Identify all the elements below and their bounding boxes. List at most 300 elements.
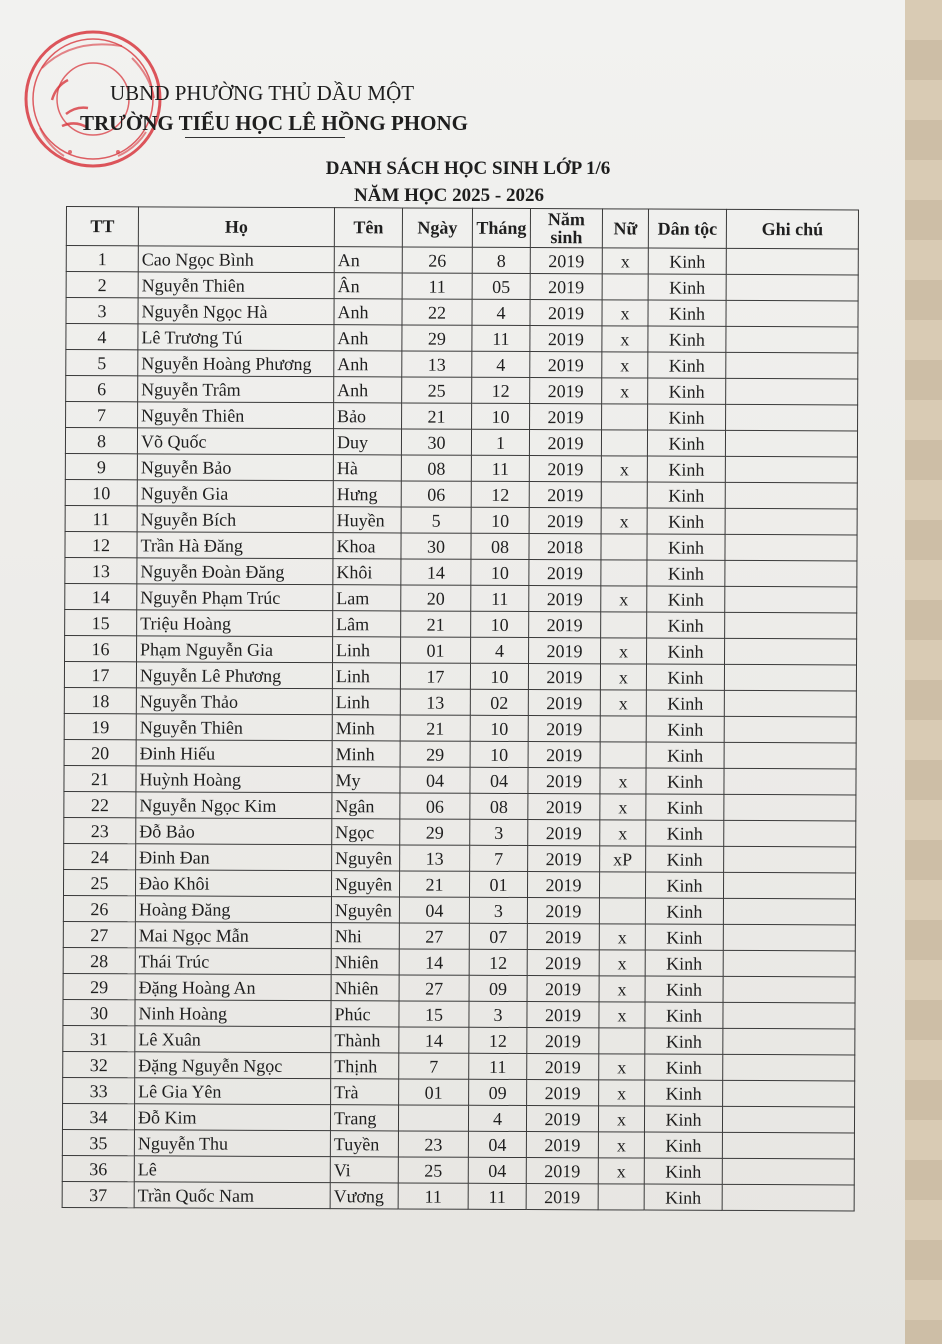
cell-tt: 18 [64,687,136,713]
cell-nam-sinh: 2019 [529,612,601,638]
cell-thang: 04 [468,1131,526,1157]
cell-ngay: 26 [402,247,472,273]
table-row [65,479,857,508]
cell-dan-toc: Kinh [646,690,724,716]
cell-ngay: 11 [402,273,472,299]
cell-ghi-chu [723,950,855,977]
cell-nu [601,612,647,638]
table-row [63,1051,855,1080]
cell-thang: 3 [469,897,527,923]
cell-ngay: 06 [400,793,470,819]
cell-ghi-chu [726,378,858,405]
cell-ho: Nguyễn Thiên [138,272,334,299]
cell-ho: Đinh Hiếu [136,740,332,767]
cell-thang: 1 [471,429,529,455]
cell-tt: 11 [65,505,137,531]
cell-dan-toc: Kinh [647,638,725,664]
cell-ngay: 08 [401,455,471,481]
cell-dan-toc: Kinh [645,950,723,976]
cell-ghi-chu [723,976,855,1003]
document-title: DANH SÁCH HỌC SINH LỚP 1/6 [325,158,611,179]
cell-nu: x [599,1002,645,1028]
cell-dan-toc: Kinh [648,326,726,352]
table-row [64,661,856,690]
cell-ho: Phạm Nguyễn Gia [137,636,333,663]
column-header-ghi-chu: Ghi chú [726,209,858,249]
cell-thang: 11 [472,325,530,351]
cell-ngay: 15 [399,1001,469,1027]
cell-ten: Anh [334,377,402,403]
cell-nu: x [600,664,646,690]
cell-nu: x [601,638,647,664]
cell-thang: 4 [468,1105,526,1131]
cell-thang: 11 [468,1183,526,1209]
table-row [63,895,855,924]
cell-thang: 11 [469,1053,527,1079]
cell-ten: Thịnh [331,1053,399,1079]
cell-ghi-chu [722,1132,854,1159]
cell-ghi-chu [725,534,857,561]
cell-ho: Thái Trúc [135,948,331,975]
table-row [66,402,858,431]
cell-nu: xP [600,846,646,872]
cell-ngay: 30 [401,429,471,455]
cell-ho: Nguyễn Ngọc Kim [136,792,332,819]
cell-ten: An [334,247,402,273]
column-header-thang: Tháng [472,208,530,247]
cell-ten: Nguyên [332,845,400,871]
cell-ngay: 14 [401,559,471,585]
cell-tt: 7 [66,402,138,428]
cell-ngay: 11 [398,1183,468,1209]
cell-nam-sinh: 2019 [528,664,600,690]
cell-ghi-chu [723,1028,855,1055]
cell-thang: 4 [471,637,529,663]
cell-tt: 33 [63,1077,135,1103]
cell-ngay: 7 [399,1053,469,1079]
cell-nam-sinh: 2019 [526,1184,598,1210]
cell-ten: Duy [333,429,401,455]
cell-tt: 12 [65,531,137,557]
column-header-nam-sinh: Năm sinh [530,209,602,248]
cell-ten: Phúc [331,1001,399,1027]
cell-nam-sinh: 2019 [527,1054,599,1080]
cell-ngay: 25 [402,377,472,403]
cell-nam-sinh: 2019 [528,768,600,794]
cell-ngay: 21 [399,871,469,897]
column-header-tt: TT [66,207,138,246]
cell-ngay: 29 [400,819,470,845]
cell-tt: 4 [66,324,138,350]
cell-ten: Hà [333,455,401,481]
cell-ho: Nguyễn Hoàng Phương [138,350,334,377]
cell-nam-sinh: 2019 [529,456,601,482]
cell-nu: x [602,326,648,352]
cell-nam-sinh: 2019 [527,976,599,1002]
cell-ten: Vương [330,1183,398,1209]
cell-dan-toc: Kinh [646,664,724,690]
cell-nu [601,430,647,456]
cell-tt: 8 [65,428,137,454]
cell-tt: 21 [64,765,136,791]
cell-ho: Nguyễn Đoàn Đăng [137,558,333,585]
cell-ngay: 14 [399,1027,469,1053]
cell-thang: 11 [471,585,529,611]
table-row [63,921,855,950]
cell-ghi-chu [725,430,857,457]
cell-ngay: 13 [400,689,470,715]
cell-ten: Hưng [333,481,401,507]
cell-nu [599,1028,645,1054]
table-row [64,817,856,846]
student-roster-table [62,206,859,1211]
cell-thang: 11 [471,455,529,481]
cell-tt: 14 [65,583,137,609]
cell-thang: 08 [471,533,529,559]
school-name-underline [185,137,345,138]
cell-nam-sinh: 2019 [528,794,600,820]
cell-ten: Nhiên [331,975,399,1001]
cell-tt: 22 [64,791,136,817]
cell-nam-sinh: 2019 [530,404,602,430]
cell-ngay: 29 [400,741,470,767]
cell-ngay: 01 [401,637,471,663]
cell-ngay: 30 [401,533,471,559]
cell-ten: Trang [330,1105,398,1131]
cell-tt: 31 [63,1025,135,1051]
cell-thang: 02 [470,689,528,715]
cell-nu [598,1184,644,1210]
cell-nu: x [602,378,648,404]
cell-dan-toc: Kinh [645,976,723,1002]
cell-ho: Nguyễn Phạm Trúc [137,584,333,611]
cell-ten: Lam [333,585,401,611]
authority-name: UBND PHƯỜNG THỦ DẦU MỘT [110,81,415,105]
cell-ngay: 27 [399,923,469,949]
cell-tt: 13 [65,557,137,583]
cell-ghi-chu [724,690,856,717]
cell-ho: Đỗ Bảo [136,818,332,845]
cell-ghi-chu [726,300,858,327]
cell-ten: Ân [334,273,402,299]
cell-ngay: 27 [399,975,469,1001]
cell-nam-sinh: 2019 [530,300,602,326]
cell-ho: Triệu Hoàng [137,610,333,637]
cell-ghi-chu [726,274,858,301]
table-row [63,947,855,976]
cell-nu [602,274,648,300]
cell-thang: 10 [471,507,529,533]
cell-dan-toc: Kinh [645,898,723,924]
cell-dan-toc: Kinh [645,1054,723,1080]
cell-tt: 24 [64,843,136,869]
cell-thang: 09 [469,975,527,1001]
cell-ho: Võ Quốc [137,428,333,455]
cell-ten: Anh [334,351,402,377]
cell-ghi-chu [723,924,855,951]
cell-thang: 12 [469,1027,527,1053]
cell-thang: 12 [471,481,529,507]
cell-nam-sinh: 2019 [530,326,602,352]
cell-nam-sinh: 2019 [527,950,599,976]
cell-dan-toc: Kinh [644,1158,722,1184]
cell-nam-sinh: 2019 [530,248,602,274]
cell-ten: Nhiên [331,949,399,975]
cell-thang: 7 [470,845,528,871]
cell-thang: 04 [470,767,528,793]
cell-ghi-chu [724,820,856,847]
cell-nu: x [599,924,645,950]
cell-dan-toc: Kinh [646,716,724,742]
cell-nu: x [600,690,646,716]
cell-nam-sinh: 2019 [527,898,599,924]
cell-ghi-chu [723,1080,855,1107]
cell-thang: 10 [470,715,528,741]
table-row [63,1077,855,1106]
cell-ghi-chu [724,768,856,795]
cell-ten: Vi [330,1157,398,1183]
cell-ten: Ngân [332,793,400,819]
cell-nu: x [602,300,648,326]
cell-ngay: 25 [398,1157,468,1183]
cell-dan-toc: Kinh [647,560,725,586]
cell-dan-toc: Kinh [645,1028,723,1054]
cell-thang: 01 [469,871,527,897]
cell-thang: 3 [469,1001,527,1027]
cell-dan-toc: Kinh [644,1184,722,1210]
cell-tt: 36 [62,1155,134,1181]
cell-ten: Linh [332,663,400,689]
cell-ghi-chu [722,1158,854,1185]
cell-tt: 26 [63,895,135,921]
cell-thang: 12 [469,949,527,975]
cell-ho: Đặng Hoàng An [135,974,331,1001]
cell-tt: 25 [63,869,135,895]
cell-ngay: 20 [401,585,471,611]
cell-dan-toc: Kinh [646,820,724,846]
cell-tt: 30 [63,999,135,1025]
cell-ngay: 13 [402,351,472,377]
table-row [63,1025,855,1054]
cell-tt: 27 [63,921,135,947]
cell-ho: Ninh Hoàng [135,1000,331,1027]
cell-ghi-chu [723,1002,855,1029]
cell-nu: x [599,1080,645,1106]
cell-dan-toc: Kinh [648,300,726,326]
cell-thang: 10 [471,559,529,585]
table-row [65,557,857,586]
table-row [63,999,855,1028]
cell-nam-sinh: 2019 [527,1028,599,1054]
cell-nam-sinh: 2019 [530,274,602,300]
cell-tt: 16 [65,635,137,661]
cell-ten: Lâm [333,611,401,637]
cell-thang: 8 [472,247,530,273]
table-row [65,453,857,482]
cell-ghi-chu [725,638,857,665]
table-row [64,739,856,768]
cell-ten: Ngọc [332,819,400,845]
table-row [64,687,856,716]
cell-ghi-chu [726,326,858,353]
cell-ho: Nguyễn Lê Phương [136,662,332,689]
cell-ho: Trần Quốc Nam [134,1182,330,1209]
table-row [65,505,857,534]
cell-ngay: 04 [399,897,469,923]
cell-nu: x [599,950,645,976]
cell-tt: 35 [62,1129,134,1155]
cell-ghi-chu [722,1184,854,1211]
cell-ho: Cao Ngọc Bình [138,246,334,273]
cell-dan-toc: Kinh [644,1106,722,1132]
cell-ngay: 22 [402,299,472,325]
cell-nu: x [601,586,647,612]
cell-nam-sinh: 2019 [529,430,601,456]
cell-nu [600,716,646,742]
cell-tt: 3 [66,298,138,324]
cell-nam-sinh: 2019 [530,352,602,378]
cell-ten: Minh [332,741,400,767]
cell-ghi-chu [726,404,858,431]
cell-ngay: 21 [401,611,471,637]
cell-ho: Đỗ Kim [134,1104,330,1131]
cell-nu: x [598,1158,644,1184]
cell-ngay: 04 [400,767,470,793]
cell-nu: x [601,508,647,534]
cell-ten: Trà [331,1079,399,1105]
cell-nam-sinh: 2019 [529,638,601,664]
cell-ho: Hoàng Đăng [135,896,331,923]
cell-dan-toc: Kinh [644,1132,722,1158]
table-row [64,765,856,794]
cell-nu [602,404,648,430]
cell-nam-sinh: 2019 [530,378,602,404]
cell-tt: 28 [63,947,135,973]
cell-ngay: 29 [402,325,472,351]
cell-nu [601,482,647,508]
cell-dan-toc: Kinh [647,482,725,508]
cell-thang: 3 [470,819,528,845]
cell-nu: x [600,794,646,820]
table-row [65,531,857,560]
cell-tt: 29 [63,973,135,999]
cell-dan-toc: Kinh [647,508,725,534]
cell-ngay: 06 [401,481,471,507]
table-row [64,791,856,820]
cell-dan-toc: Kinh [645,1002,723,1028]
cell-tt: 6 [66,376,138,402]
cell-dan-toc: Kinh [647,430,725,456]
cell-ngay: 14 [399,949,469,975]
cell-dan-toc: Kinh [648,378,726,404]
cell-thang: 07 [469,923,527,949]
table-row [63,869,855,898]
table-row [62,1181,854,1210]
cell-ho: Lê Xuân [135,1026,331,1053]
cell-thang: 12 [472,377,530,403]
cell-nu: x [599,1054,645,1080]
cell-dan-toc: Kinh [647,534,725,560]
cell-ho: Huỳnh Hoàng [136,766,332,793]
cell-ghi-chu [723,872,855,899]
cell-ghi-chu [726,248,858,275]
cell-ten: Anh [334,325,402,351]
cell-thang: 04 [468,1157,526,1183]
cell-ho: Nguyễn Thiên [138,402,334,429]
cell-tt: 17 [64,661,136,687]
cell-nu: x [602,248,648,274]
cell-ho: Đinh Đan [136,844,332,871]
cell-nam-sinh: 2019 [528,846,600,872]
cell-tt: 20 [64,739,136,765]
cell-dan-toc: Kinh [647,456,725,482]
cell-ho: Nguyễn Gia [137,480,333,507]
cell-ten: Bảo [334,403,402,429]
cell-nu: x [601,456,647,482]
cell-ho: Nguyễn Ngọc Hà [138,298,334,325]
cell-tt: 10 [65,479,137,505]
table-row [66,246,858,275]
column-header-ho: Họ [138,207,334,247]
table-row [62,1155,854,1184]
cell-tt: 2 [66,272,138,298]
cell-ten: Thành [331,1027,399,1053]
cell-ngay: 21 [402,403,472,429]
cell-ho: Lê [134,1156,330,1183]
cell-ho: Đào Khôi [135,870,331,897]
table-row [66,350,858,379]
cell-ghi-chu [724,742,856,769]
table-row [63,973,855,1002]
table-row [64,713,856,742]
cell-dan-toc: Kinh [646,742,724,768]
cell-ho: Nguyễn Trâm [138,376,334,403]
cell-ghi-chu [723,1054,855,1081]
cell-ghi-chu [725,560,857,587]
cell-nu: x [599,976,645,1002]
cell-ghi-chu [724,664,856,691]
column-header-dan-toc: Dân tộc [648,209,726,248]
cell-thang: 10 [470,663,528,689]
cell-dan-toc: Kinh [647,586,725,612]
cell-dan-toc: Kinh [645,924,723,950]
table-row [66,298,858,327]
cell-ten: Linh [332,689,400,715]
column-header-ten: Tên [334,208,402,247]
cell-dan-toc: Kinh [646,768,724,794]
table-row [62,1129,854,1158]
cell-tt: 5 [66,350,138,376]
cell-nam-sinh: 2019 [529,586,601,612]
cell-ngay: 17 [400,663,470,689]
cell-ho: Đặng Nguyễn Ngọc [135,1052,331,1079]
cell-ngay: 5 [401,507,471,533]
cell-tt: 15 [65,609,137,635]
cell-thang: 4 [472,299,530,325]
cell-thang: 08 [470,793,528,819]
cell-dan-toc: Kinh [646,794,724,820]
cell-nam-sinh: 2019 [528,690,600,716]
cell-nam-sinh: 2019 [527,1002,599,1028]
table-row [65,583,857,612]
cell-nu: x [600,820,646,846]
cell-tt: 23 [64,817,136,843]
cell-nam-sinh: 2019 [526,1132,598,1158]
cell-thang: 05 [472,273,530,299]
cell-ghi-chu [725,612,857,639]
cell-ten: Nguyên [331,897,399,923]
table-row [65,609,857,638]
